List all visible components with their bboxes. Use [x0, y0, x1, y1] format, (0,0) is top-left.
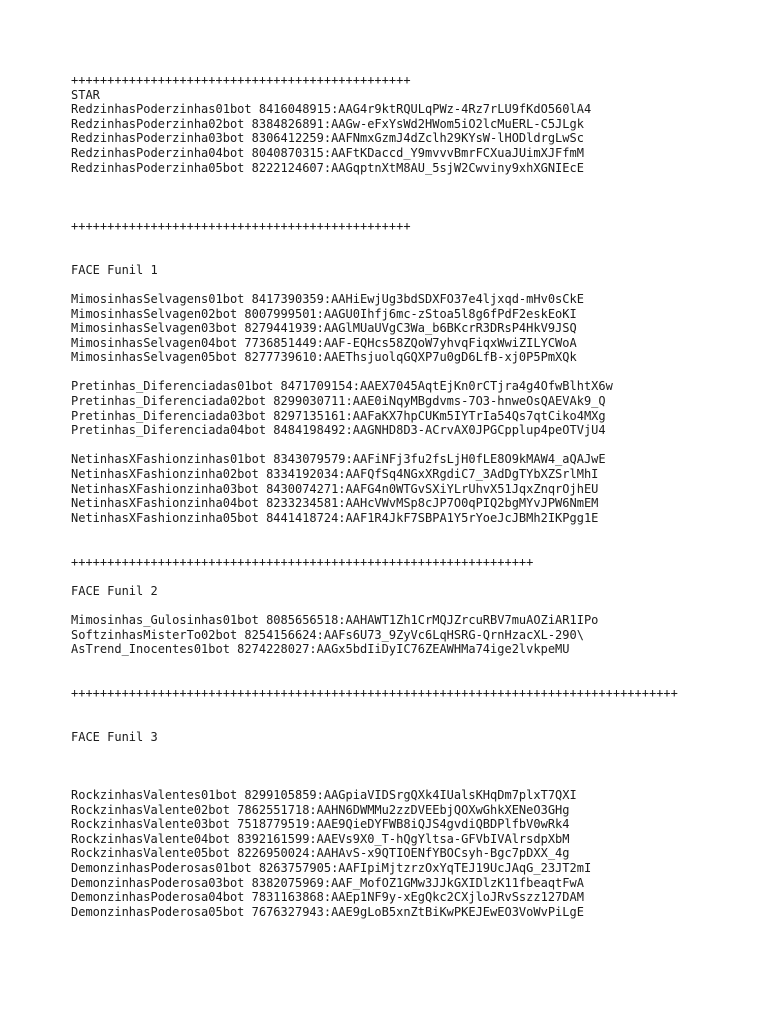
blank-line: [71, 715, 761, 730]
bot-token-line: MimosinhasSelvagen02bot 8007999501:AAGU0Ihfj6mc-zStoa5l8g6fPdF2eskEoKI: [71, 306, 577, 321]
blank-line: [71, 234, 761, 249]
bot-token-line: RedzinhasPoderzinha04bot 8040870315:AAFtKDaccd_Y9mvvvBmrFCXuaJUimXJFfmM: [71, 145, 584, 160]
bot-token-line: MimosinhasSelvagens01bot 8417390359:AAHiEwjUg3bdSDXFO37e4ljxqd-mHv0sCkE: [71, 291, 584, 306]
bot-token-line: Pretinhas_Diferenciadas01bot 8471709154:AAEX7045AqtEjKn0rCTjra4g4OfwBlhtX6w: [71, 379, 613, 394]
bot-token-line: DemonzinhasPoderosa04bot 7831163868:AAEp1NF9y-xEgQkc2CXjloJRvSszz127DAM: [71, 890, 584, 905]
section-heading: STAR: [71, 87, 100, 102]
separator-line: +++++++++++++++++++++++++++++++++++++++++++++++: [71, 73, 411, 87]
blank-line: [71, 277, 761, 292]
blank-line: [71, 248, 761, 263]
bot-token-line: RockzinhasValente02bot 7862551718:AAHN6DWMMu2zzDVEEbjQOXwGhkXENeO3GHg: [71, 802, 570, 817]
blank-line: [71, 438, 761, 453]
bot-token-line: RockzinhasValente05bot 8226950024:AAHAvS-x9QTIOENfYBOCsyh-Bgc7pDXX_4g: [71, 846, 570, 861]
blank-line: [71, 190, 761, 205]
bot-token-line: Mimosinhas_Gulosinhas01bot 8085656518:AAHAWT1Zh1CrMQJZrcuRBV7muAOZiAR1IPo: [71, 612, 599, 627]
section-heading: FACE Funil 1: [71, 262, 158, 277]
bot-token-line: MimosinhasSelvagen03bot 8279441939:AAGlMUaUVgC3Wa_b6BKcrR3DRsP4HkV9JSQ: [71, 321, 577, 336]
bot-token-line: Pretinhas_Diferenciada02bot 8299030711:AAE0iNqyMBgdvms-7O3-hnweOsQAEVAk9_Q: [71, 394, 606, 409]
bot-token-line: NetinhasXFashionzinha03bot 8430074271:AAFG4n0WTGvSXiYLrUhvX51JqxZnqrOjhEU: [71, 481, 599, 496]
bot-token-line: RedzinhasPoderzinha05bot 8222124607:AAGqptnXtM8AU_5sjW2Cwviny9xhXGNIEcE: [71, 160, 584, 175]
bot-token-line: NetinhasXFashionzinha04bot 8233234581:AAHcVWvMSp8cJP7O0qPIQ2bgMYvJPW6NmEM: [71, 496, 599, 511]
bot-token-line: RedzinhasPoderzinha02bot 8384826891:AAGw-eFxYsWd2HWom5iO2lcMuERL-C5JLgk: [71, 116, 584, 131]
document-body: [71, 73, 761, 919]
blank-line: [71, 657, 761, 672]
bot-token-line: DemonzinhasPoderosa03bot 8382075969:AAF_MofOZ1GMw3JJkGXIDlzK11fbeaqtFwA: [71, 875, 584, 890]
section-heading: FACE Funil 2: [71, 583, 158, 598]
blank-line: [71, 365, 761, 380]
blank-line: [71, 569, 761, 584]
bot-token-line: MimosinhasSelvagen04bot 7736851449:AAF-EQHcs58ZQoW7yhvqFiqxWwiZILYCWoA: [71, 335, 577, 350]
bot-token-line: NetinhasXFashionzinha05bot 8441418724:AAF1R4JkF7SBPA1Y5rYoeJcJBMh2IKPgg1E: [71, 510, 599, 525]
bot-token-line: DemonzinhasPoderosa05bot 7676327943:AAE9gLoB5xnZtBiKwPKEJEwEO3VoWvPiLgE: [71, 904, 584, 919]
bot-token-line: DemonzinhasPoderosas01bot 8263757905:AAFIpiMjtzrzOxYqTEJ19UcJAqG_23JT2mI: [71, 861, 592, 876]
blank-line: [71, 671, 761, 686]
bot-token-line: RockzinhasValente03bot 7518779519:AAE9QieDYFWB8iQJS4gvdiQBDPlfbV0wRk4: [71, 817, 570, 832]
bot-token-line: RockzinhasValente04bot 8392161599:AAEVs9X0_T-hQgYltsa-GFVbIVAlrsdpXbM: [71, 831, 570, 846]
separator-line: +++++++++++++++++++++++++++++++++++++++++++++++: [71, 218, 411, 233]
blank-line: [71, 175, 761, 190]
section-heading: FACE Funil 3: [71, 729, 158, 744]
blank-line: [71, 774, 761, 789]
bot-token-line: MimosinhasSelvagen05bot 8277739610:AAEThsjuolqGQXP7u0gD6LfB-xj0P5PmXQk: [71, 350, 577, 365]
blank-line: [71, 598, 761, 613]
bot-token-line: NetinhasXFashionzinhas01bot 8343079579:AAFiNFj3fu2fsLjH0fLE8O9kMAW4_aQAJwE: [71, 452, 606, 467]
bot-token-line: AsTrend_Inocentes01bot 8274228027:AAGx5bdIiDyIC76ZEAWHMa74ige2lvkpeMU: [71, 642, 570, 657]
bot-token-line: RedzinhasPoderzinhas01bot 8416048915:AAG4r9ktRQULqPWz-4Rz7rLU9fKdO560lA4: [71, 102, 592, 117]
bot-token-line: Pretinhas_Diferenciada03bot 8297135161:AAFaKX7hpCUKm5IYTrIa54Qs7qtCiko4MXg: [71, 408, 606, 423]
blank-line: [71, 525, 761, 540]
blank-line: [71, 540, 761, 555]
bot-token-line: RedzinhasPoderzinha03bot 8306412259:AAFNmxGzmJ4dZclh29KYsW-lHODldrgLwSc: [71, 131, 584, 146]
blank-line: [71, 701, 761, 716]
bot-token-line: NetinhasXFashionzinha02bot 8334192034:AAFQfSq4NGxXRgdiC7_3AdDgTYbXZSrlMhI: [71, 467, 599, 482]
bot-token-line: RockzinhasValentes01bot 8299105859:AAGpiaVIDSrgQXk4IUalsKHqDm7plxT7QXI: [71, 788, 577, 803]
bot-token-line: Pretinhas_Diferenciada04bot 8484198492:AAGNHD8D3-ACrvAX0JPGCpplup4peOTVjU4: [71, 423, 606, 438]
separator-line: ++++++++++++++++++++++++++++++++++++++++++++++++++++++++++++++++++++++++++++++++++++: [71, 685, 678, 700]
blank-line: [71, 744, 761, 759]
blank-line: [71, 204, 761, 219]
blank-line: [71, 759, 761, 774]
bot-token-line: SoftzinhasMisterTo02bot 8254156624:AAFs6U73_9ZyVc6LqHSRG-QrnHzacXL-290\: [71, 627, 584, 642]
separator-line: ++++++++++++++++++++++++++++++++++++++++++++++++++++++++++++++++: [71, 554, 534, 569]
